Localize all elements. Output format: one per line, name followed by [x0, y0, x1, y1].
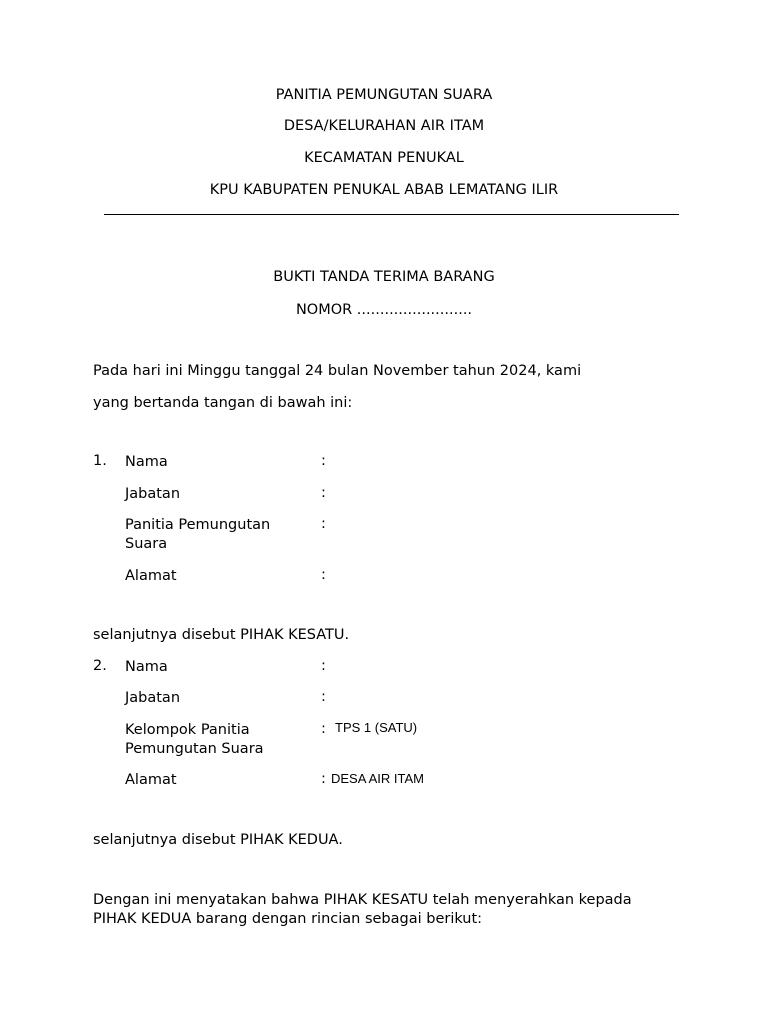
- party1-position-label: Jabatan: [125, 486, 181, 502]
- header-line-district: KECAMATAN PENUKAL: [304, 150, 464, 166]
- party1-committee-label-line1: Panitia Pemungutan: [125, 517, 271, 533]
- party2-address-label: Alamat: [125, 772, 177, 788]
- party2-group-label-line2: Pemungutan Suara: [125, 741, 264, 757]
- header-line-village: DESA/KELURAHAN AIR ITAM: [283, 118, 485, 134]
- header-line-regency: KPU KABUPATEN PENUKAL ABAB LEMATANG ILIR: [209, 182, 559, 198]
- party1-address-colon: :: [321, 567, 326, 583]
- statement-line-1: Dengan ini menyatakan bahwa PIHAK KESATU telah menyerahkan kepada: [93, 892, 632, 908]
- party2-address-colon: :: [321, 771, 326, 787]
- document-title: BUKTI TANDA TERIMA BARANG: [273, 269, 495, 285]
- party2-closing: selanjutnya disebut PIHAK KEDUA.: [93, 832, 343, 848]
- document-number: NOMOR .........................: [295, 302, 473, 318]
- party1-address-label: Alamat: [125, 568, 177, 584]
- party2-number: 2.: [93, 658, 107, 674]
- header-line-committee: PANITIA PEMUNGUTAN SUARA: [275, 87, 493, 103]
- party2-position-colon: :: [321, 689, 326, 705]
- party1-name-label: Nama: [125, 454, 168, 470]
- party2-address-value: DESA AIR ITAM: [331, 771, 424, 786]
- party1-name-colon: :: [321, 453, 326, 469]
- party2-name-colon: :: [321, 658, 326, 674]
- party1-committee-colon: :: [321, 516, 326, 532]
- intro-line-1: Pada hari ini Minggu tanggal 24 bulan November tahun 2024, kami: [93, 363, 582, 379]
- party2-name-label: Nama: [125, 659, 168, 675]
- party1-closing: selanjutnya disebut PIHAK KESATU.: [93, 627, 350, 643]
- header-divider: [104, 214, 679, 215]
- party1-number: 1.: [93, 453, 107, 469]
- party1-committee-label-line2: Suara: [125, 536, 168, 552]
- party2-position-label: Jabatan: [125, 690, 181, 706]
- party1-position-colon: :: [321, 485, 326, 501]
- party2-group-label-line1: Kelompok Panitia: [125, 722, 250, 738]
- intro-line-2: yang bertanda tangan di bawah ini:: [93, 395, 353, 411]
- statement-line-2: PIHAK KEDUA barang dengan rincian sebagai berikut:: [93, 911, 483, 927]
- party2-group-colon: :: [321, 721, 326, 737]
- party2-group-value: TPS 1 (SATU): [335, 720, 418, 735]
